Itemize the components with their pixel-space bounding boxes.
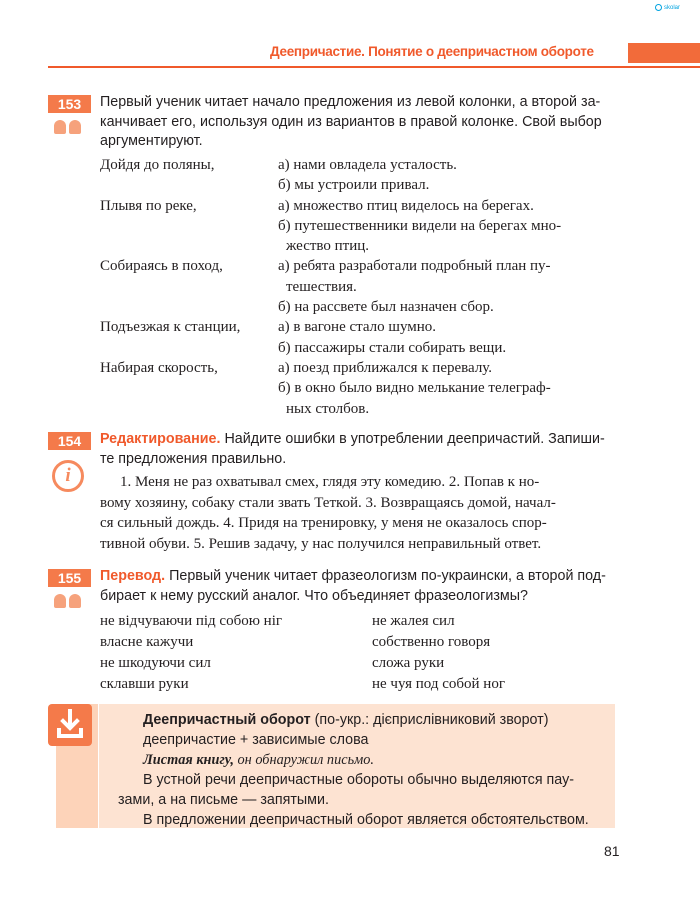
exercise-153-task (100, 93, 620, 152)
table-row (100, 196, 620, 216)
text-line: 1. Меня не раз охватывал смех, глядя эту комедию. 2. Попав к но- (120, 474, 540, 490)
page-number: 81 (604, 843, 620, 859)
table-row (100, 256, 620, 276)
ru-phrase: не жалея сил (372, 613, 455, 629)
task-label: Редактирование. (100, 431, 221, 447)
exercise-153-table (100, 155, 620, 419)
header-accent-bar (628, 43, 700, 63)
table-row (100, 632, 620, 653)
table-row (100, 653, 620, 674)
exercise-154-text (100, 472, 620, 554)
publisher-logo (655, 4, 695, 16)
table-row (100, 378, 620, 398)
task-text: те предложения правильно. (100, 450, 287, 467)
text-line: ся сильный дождь. 4. Придя на тренировку, у меня не оказалось спор- (100, 515, 547, 531)
ua-phrase: власне кажучи (100, 634, 194, 650)
task-text: Первый ученик читает фразеологизм по-украински, а второй под- (169, 568, 606, 584)
task-text: Найдите ошибки в употреблении деепричастий. Запиши- (224, 431, 605, 447)
rule-term-note: (по-укр.: дієприслівниковий зворот) (314, 712, 549, 728)
row-right: тешествия. (286, 278, 357, 295)
rule-line: зами, а на письме — запятыми. (118, 792, 329, 808)
rule-line: В предложении деепричастный оборот является обстоятельством. (143, 812, 589, 828)
ru-phrase: собственно говоря (372, 634, 491, 650)
row-left: Плывя по реке, (100, 197, 197, 214)
ru-phrase: сложа руки (372, 655, 445, 671)
table-row (100, 358, 620, 378)
row-left: Набирая скорость, (100, 359, 218, 376)
row-right: жество птиц. (286, 238, 370, 255)
rule-line: В устной речи деепричастные обороты обычно выделяются пау- (143, 772, 574, 788)
row-right: а) нами овладела усталость. (278, 157, 457, 173)
rule-example-rest: он обнаружил письмо. (237, 752, 374, 768)
row-right: а) ребята разработали подробный план пу- (278, 258, 551, 275)
table-row (100, 297, 620, 317)
table-row (100, 155, 620, 175)
exercise-number-153: 153 (48, 95, 91, 113)
table-row (100, 175, 620, 195)
page-title: Деепричастие. Понятие о деепричастном обороте (270, 44, 594, 59)
exercise-number-155: 155 (48, 569, 91, 587)
task-line: аргументируют. (100, 133, 203, 149)
rule-text (118, 710, 613, 830)
text-line: тивной обуви. 5. Решив задачу, у нас получился неправильный ответ. (100, 535, 542, 552)
exercise-155-table (100, 611, 620, 695)
exercise-155-task (100, 567, 620, 606)
row-right: б) путешественники видели на берегах мно- (278, 217, 562, 234)
row-right: ных столбов. (286, 400, 370, 417)
row-right: а) поезд приближался к перевалу. (278, 359, 493, 376)
ua-phrase: склавши руки (100, 676, 189, 692)
info-icon: i (52, 460, 84, 492)
row-left: Дойдя до поляны, (100, 157, 215, 173)
download-icon (48, 704, 92, 746)
row-left: Собираясь в поход, (100, 258, 223, 275)
row-right: б) мы устроили привал. (278, 177, 430, 194)
table-row (100, 674, 620, 695)
task-line: канчивает его, используя один из вариантов в правой колонке. Свой выбор (100, 113, 602, 130)
exercise-number-154: 154 (48, 432, 91, 450)
task-line: Первый ученик читает начало предложения из левой колонки, а второй за- (100, 94, 601, 110)
row-right: б) на рассвете был назначен сбор. (278, 299, 494, 316)
row-left: Подъезжая к станции, (100, 319, 241, 336)
pair-work-icon (54, 118, 84, 134)
rule-example-bold: Листая книгу, (143, 752, 234, 768)
header-divider (48, 66, 700, 68)
logo-text: skolar (664, 5, 681, 12)
task-label: Перевод. (100, 568, 166, 584)
table-row (100, 399, 620, 419)
task-text: бирает к нему русский аналог. Что объединяет фразеологизмы? (100, 587, 528, 604)
row-right: а) множество птиц виделось на берегах. (278, 197, 534, 214)
logo-ring-icon (655, 4, 662, 11)
table-row (100, 317, 620, 337)
ua-phrase: не відчуваючи під собою ніг (100, 613, 283, 629)
exercise-154-task (100, 430, 620, 469)
row-right: а) в вагоне стало шумно. (278, 319, 437, 336)
table-row (100, 236, 620, 256)
ru-phrase: не чуя под собой ног (372, 676, 505, 692)
text-line: вому хозяину, собаку стали звать Теткой. 3. Возвращаясь домой, начал- (100, 494, 556, 511)
row-right: б) в окно было видно мелькание телеграф- (278, 380, 551, 397)
pair-work-icon (54, 592, 84, 608)
table-row (100, 277, 620, 297)
rule-formula: деепричастие + зависимые слова (143, 732, 369, 748)
table-row (100, 216, 620, 236)
table-row (100, 611, 620, 632)
ua-phrase: не шкодуючи сил (100, 655, 211, 671)
row-right: б) пассажиры стали собирать вещи. (278, 339, 507, 356)
table-row (100, 338, 620, 358)
rule-term: Деепричастный оборот (143, 712, 311, 728)
